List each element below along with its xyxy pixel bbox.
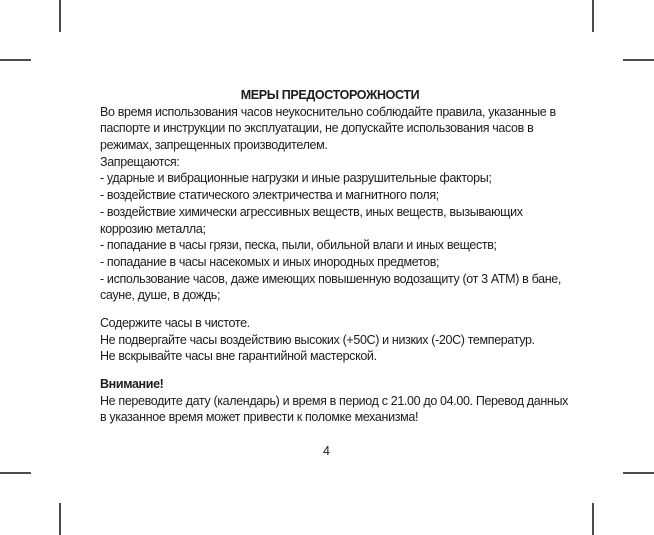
list-item: - ударные и вибрационные нагрузки и иные разрушительные факторы; [100, 171, 492, 186]
crop-mark-bottom-left-vertical [59, 503, 61, 535]
crop-mark-top-right-horizontal [623, 59, 654, 61]
document-text-block [100, 87, 568, 426]
blank-line [100, 365, 560, 376]
page-title: МЕРЫ ПРЕДОСТОРОЖНОСТИ [240, 88, 420, 102]
list-item: сауне, душе, в дождь; [100, 288, 221, 303]
text-line: Запрещаются: [100, 154, 180, 169]
crop-mark-top-left-vertical [59, 0, 61, 32]
list-item: - воздействие химически агрессивных веществ, иных веществ, вызывающих [100, 204, 523, 219]
list-item: - попадание в часы грязи, песка, пыли, обильной влаги и иных веществ; [100, 238, 497, 253]
text-line: Содержите часы в чистоте. [100, 315, 250, 330]
crop-mark-bottom-right-vertical [592, 503, 594, 535]
blank-line [100, 304, 560, 315]
crop-mark-bottom-left-horizontal [0, 472, 31, 474]
text-line: паспорте и инструкции по эксплуатации, не допускайте использования часов в [100, 121, 534, 136]
text-line: Не переводите дату (календарь) и время в период с 21.00 до 04.00. Перевод данных [100, 393, 568, 408]
list-item: - попадание в часы насекомых и иных инородных предметов; [100, 254, 440, 269]
crop-mark-top-right-vertical [592, 0, 594, 32]
text-line: Не вскрывайте часы вне гарантийной мастерской. [100, 349, 377, 364]
list-item: - воздействие статического электричества и магнитного поля; [100, 188, 439, 203]
text-line: режимах, запрещенных производителем. [100, 138, 328, 153]
crop-mark-top-left-horizontal [0, 59, 31, 61]
text-line: Во время использования часов неукоснительно соблюдайте правила, указанные в [100, 104, 556, 119]
crop-mark-bottom-right-horizontal [623, 472, 654, 474]
text-line: Не подвергайте часы воздействию высоких (+50C) и низких (-20C) температур. [100, 332, 535, 347]
page-number: 4 [323, 444, 330, 458]
attention-heading: Внимание! [100, 377, 164, 391]
list-item: - использование часов, даже имеющих повышенную водозащиту (от 3 АТМ) в бане, [100, 271, 561, 286]
list-item: коррозию металла; [100, 221, 206, 236]
text-line: в указанное время может привести к поломке механизма! [100, 410, 419, 425]
